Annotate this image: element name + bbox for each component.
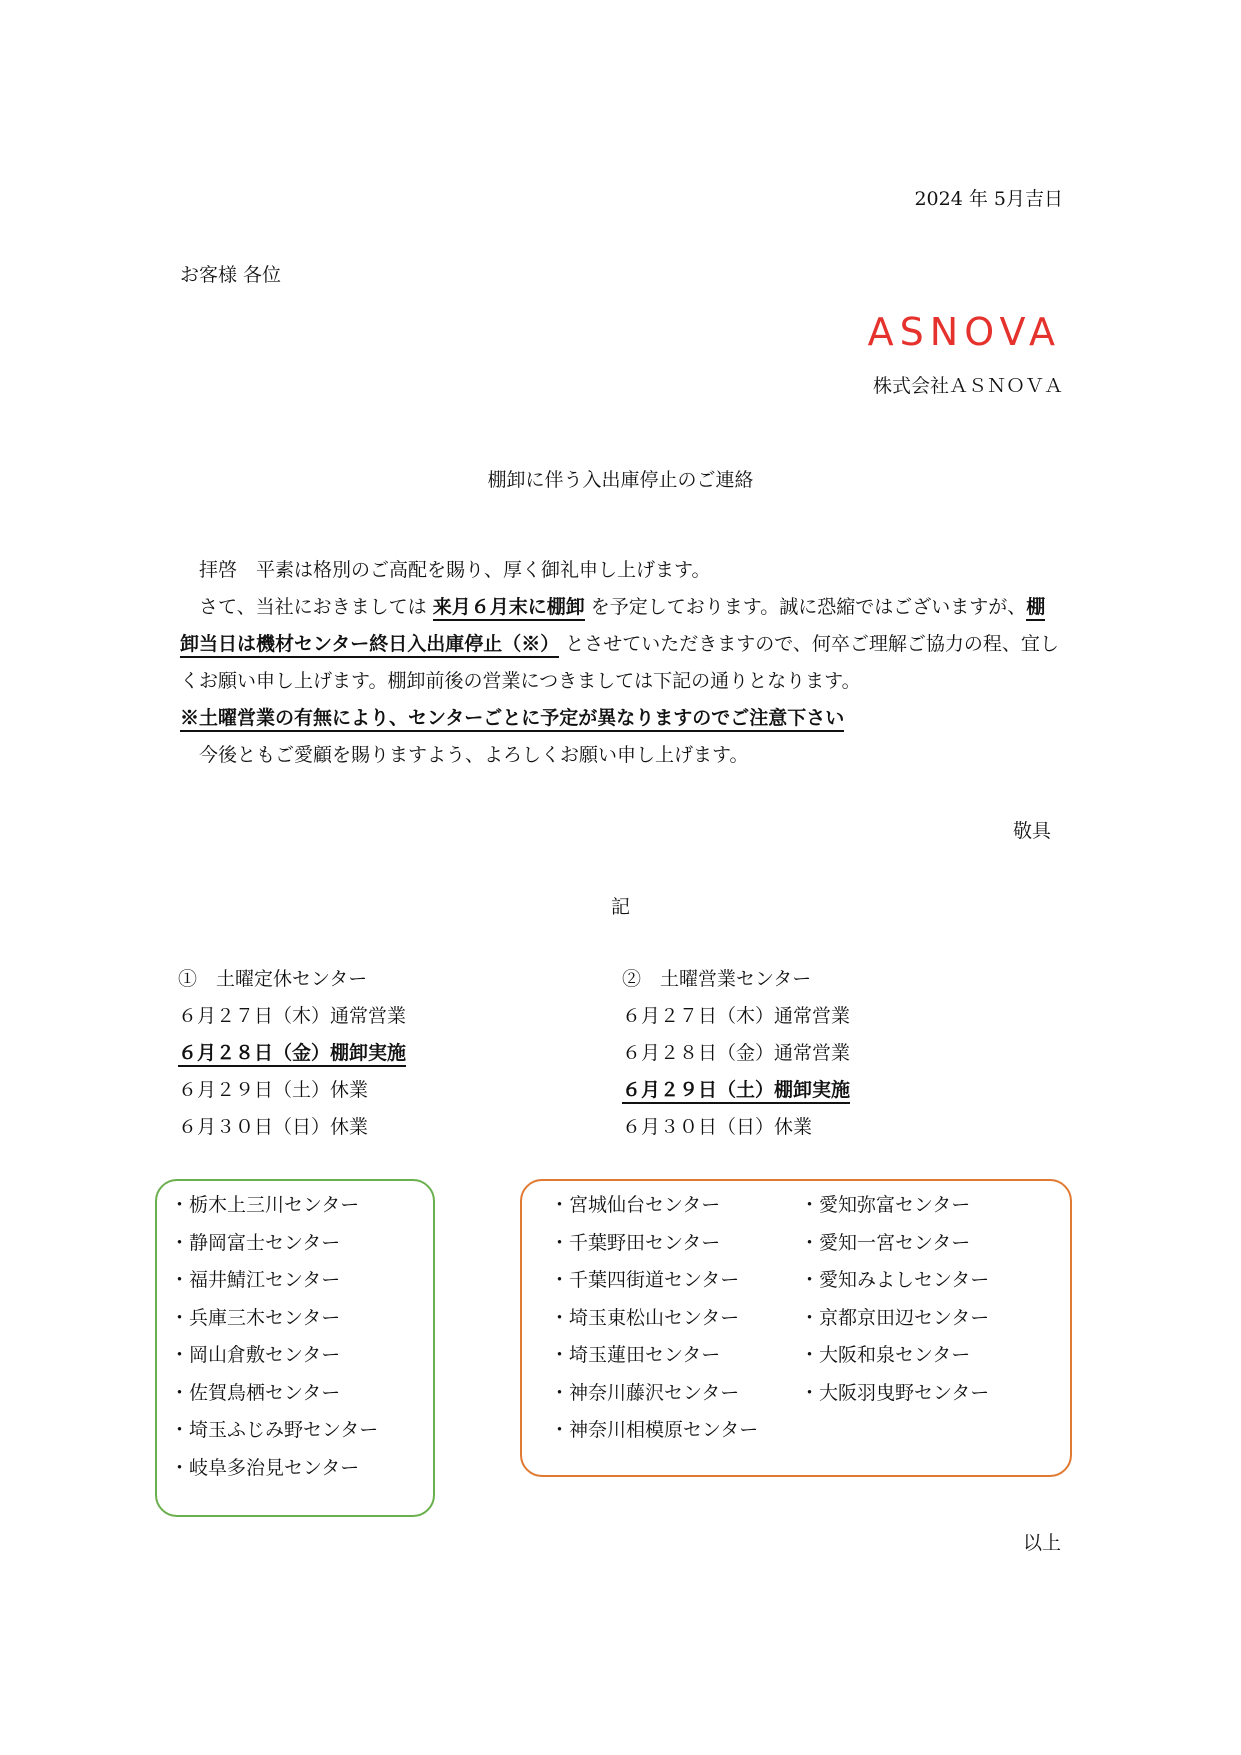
list-item: ・福井鯖江センター: [170, 1269, 341, 1291]
schedule-day: ６月３０日（日）休業: [178, 1116, 369, 1138]
closing-paragraph: 今後ともご愛顧を賜りますよう、よろしくお願い申し上げます。: [199, 744, 749, 766]
schedule-day: ６月２７日（木）通常営業: [622, 1005, 851, 1027]
ki-heading: 記: [610, 896, 630, 918]
list-item: ・栃木上三川センター: [170, 1194, 360, 1216]
list-item: ・京都京田辺センター: [800, 1306, 990, 1329]
main-paragraph: さて、当社におきましては 来月６月末に棚卸 を予定しております。誠に恐縮ではございますが、棚卸当日は機材センター終日入出庫停止（※） とさせていただきますので、何卒ご理解ご協力の程、宜しくお願い申し上げます。棚卸前後の営業につきましては下記の通りとなります。: [180, 596, 1059, 692]
list-item: ・愛知みよしセンター: [800, 1269, 990, 1291]
list-item: ・神奈川相模原センター: [550, 1419, 759, 1441]
list-item: ・大阪羽曳野センター: [800, 1381, 990, 1404]
schedule-heading: ② 土曜営業センター: [622, 968, 812, 990]
schedule-saturday-open: [622, 961, 850, 1146]
list-item: ・埼玉ふじみ野センター: [170, 1419, 379, 1441]
greeting-paragraph: 拝啓 平素は格別のご高配を賜り、厚く御礼申し上げます。: [199, 559, 711, 581]
center-list-group2-right: [800, 1187, 989, 1412]
schedule-day: ６月２７日（木）通常営業: [178, 1005, 407, 1027]
caution-note: ※土曜営業の有無により、センターごとに予定が異なりますのでご注意下さい: [180, 700, 1060, 737]
page-title: 棚卸に伴う入出庫停止のご連絡: [487, 469, 754, 491]
schedule-saturday-closed: [178, 961, 406, 1146]
company-name: 株式会社ＡＳＮＯＶＡ: [872, 375, 1063, 397]
inventory-date-highlight: 来月６月末に棚卸: [433, 596, 585, 621]
list-item: ・岐阜多治見センター: [170, 1456, 360, 1479]
schedule-day: ６月２９日（土）休業: [178, 1079, 369, 1101]
closing-word: 敬具: [1012, 820, 1051, 842]
schedule-day: ６月３０日（日）休業: [622, 1116, 813, 1138]
list-item: ・神奈川藤沢センター: [550, 1381, 740, 1404]
list-item: ・愛知一宮センター: [800, 1231, 971, 1254]
list-item: ・静岡富士センター: [170, 1231, 341, 1254]
schedule-day: ６月２８日（金）棚卸実施: [178, 1035, 406, 1072]
center-list-group2-left: [550, 1187, 758, 1450]
center-list-group1: [170, 1187, 378, 1487]
list-item: ・兵庫三木センター: [170, 1306, 341, 1329]
list-item: ・埼玉蓮田センター: [550, 1344, 721, 1366]
list-item: ・千葉四街道センター: [550, 1269, 740, 1291]
asnova-logo: ASNOVA: [867, 310, 1061, 354]
end-mark: 以上: [1022, 1532, 1061, 1554]
list-item: ・愛知弥富センター: [800, 1194, 971, 1216]
document-date: 2024 年 5月吉日: [914, 188, 1063, 210]
list-item: ・千葉野田センター: [550, 1231, 721, 1254]
addressee: お客様 各位: [180, 264, 282, 286]
list-item: ・岡山倉敷センター: [170, 1344, 341, 1366]
letter-body: [180, 552, 1060, 774]
list-item: ・埼玉東松山センター: [550, 1306, 740, 1329]
list-item: ・大阪和泉センター: [800, 1344, 971, 1366]
list-item: ・宮城仙台センター: [550, 1194, 721, 1216]
list-item: ・佐賀鳥栖センター: [170, 1381, 341, 1404]
schedule-day: ６月２８日（金）通常営業: [622, 1042, 851, 1064]
schedule-day: ６月２９日（土）棚卸実施: [622, 1072, 850, 1109]
schedule-heading: ① 土曜定休センター: [178, 968, 368, 990]
stop-notice-highlight: 棚卸当日は機材センター終日入出庫停止（※）: [180, 596, 1045, 658]
